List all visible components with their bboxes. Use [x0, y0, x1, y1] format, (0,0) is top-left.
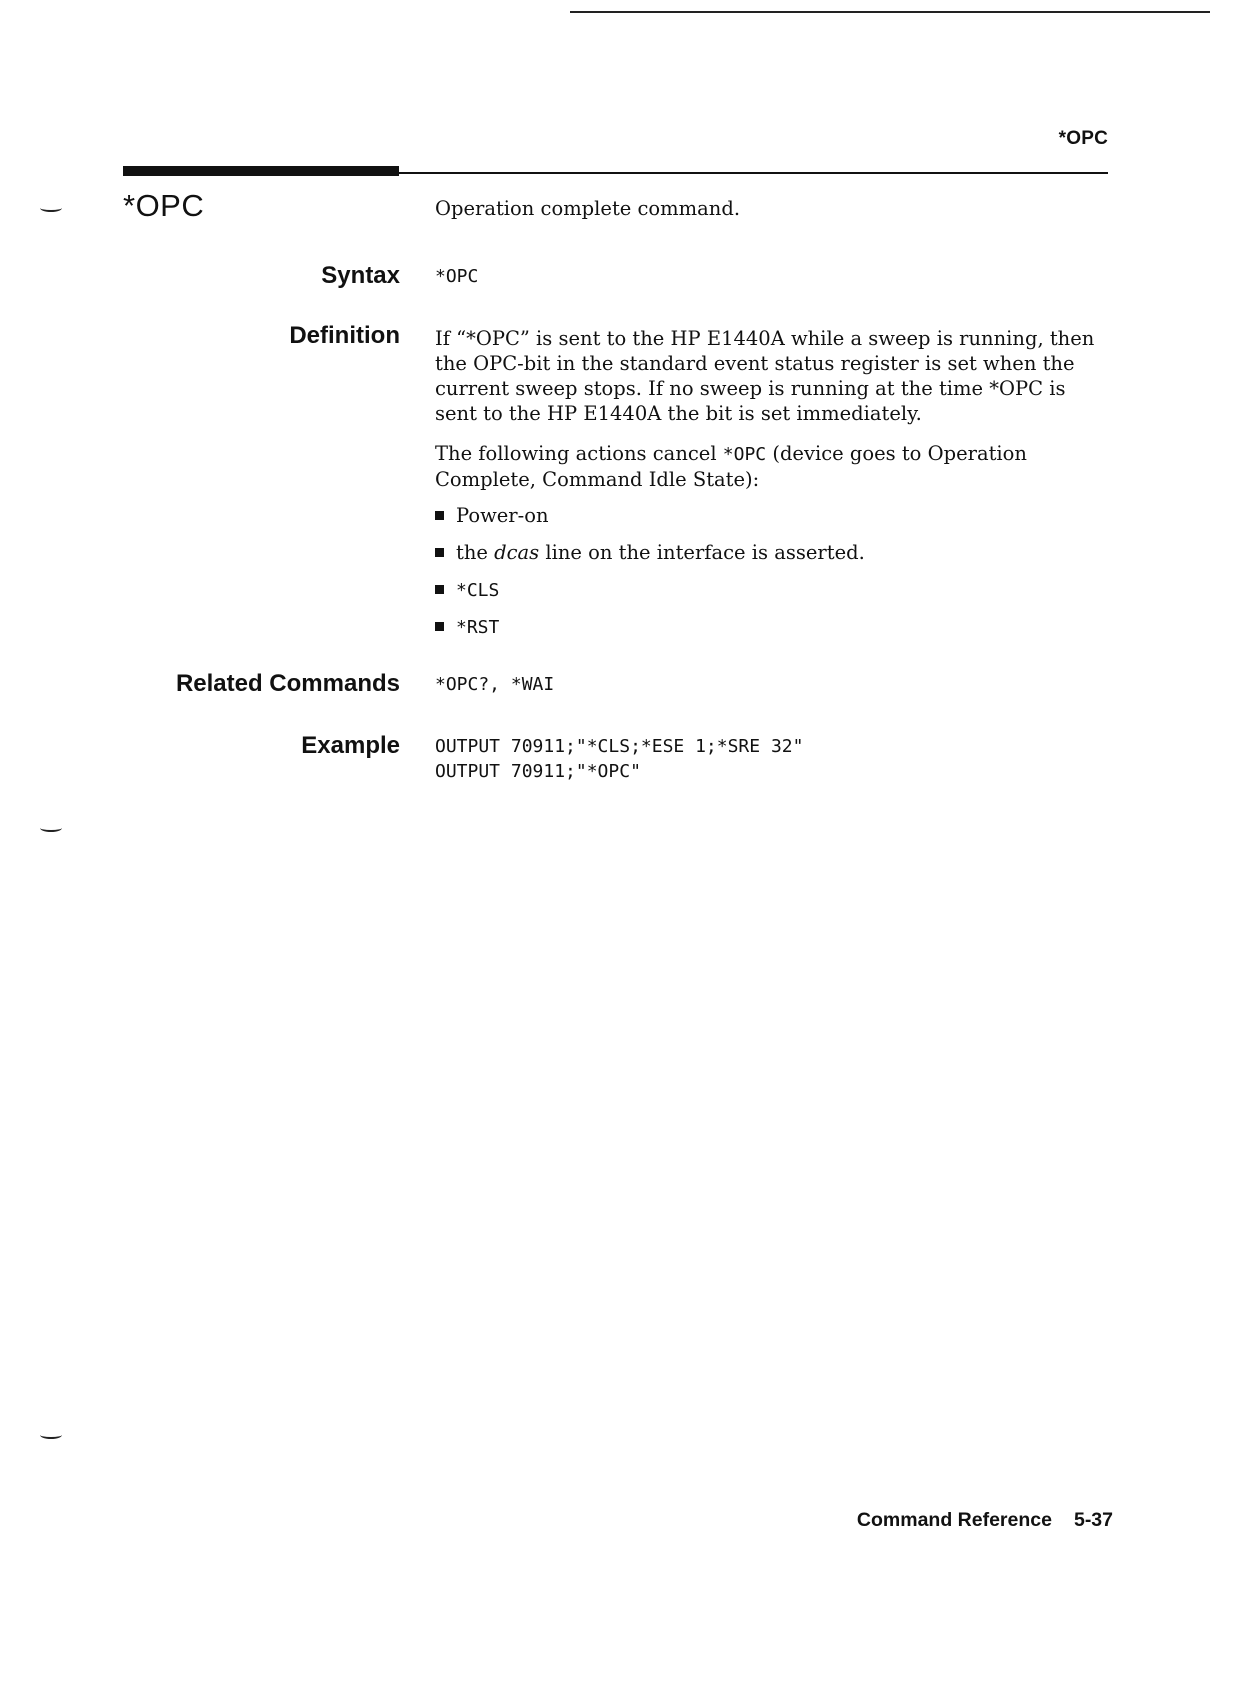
command-summary: Operation complete command.: [435, 197, 741, 220]
bullet-icon: [435, 622, 444, 631]
list-item-text: line on the interface is asserted.: [539, 541, 865, 564]
running-head: *OPC: [1058, 128, 1108, 149]
list-item-code: *RST: [456, 617, 500, 638]
margin-mark: [40, 824, 62, 832]
margin-mark: [40, 204, 62, 212]
example-label: Example: [301, 732, 400, 759]
list-item: [435, 614, 499, 640]
bullet-icon: [435, 585, 444, 594]
paragraph-2-text-end: (device goes to Operation Complete, Command Idle State):: [435, 442, 1027, 491]
related-commands-value: *OPC?, *WAI: [435, 674, 555, 695]
related-commands-label: Related Commands: [175, 670, 400, 697]
bullet-icon: [435, 548, 444, 557]
syntax-value: *OPC: [435, 266, 479, 287]
paragraph-2-text: The following actions cancel: [435, 442, 723, 465]
definition-paragraph-2: [435, 441, 1105, 492]
header-rule: [123, 172, 1108, 174]
example-line-2: OUTPUT 70911;"*OPC": [435, 761, 641, 782]
list-item: [435, 577, 499, 603]
list-item-text: Power-on: [456, 504, 549, 527]
list-item-code: *CLS: [456, 580, 500, 601]
page-footer: [857, 1509, 1113, 1532]
margin-mark: [40, 1431, 62, 1439]
bullet-icon: [435, 511, 444, 520]
header-rule-thick: [123, 166, 399, 176]
list-item: [435, 540, 865, 565]
definition-label: Definition: [289, 322, 400, 349]
list-item: [435, 503, 549, 528]
paragraph-2-code: *OPC: [722, 444, 767, 465]
list-item-text: the: [456, 541, 495, 564]
footer-section: Command Reference: [856, 1509, 1052, 1531]
syntax-label: Syntax: [321, 262, 400, 289]
list-item-emphasis: dcas: [494, 541, 540, 564]
top-scan-rule: [570, 11, 1210, 13]
page-number: 5-37: [1073, 1509, 1113, 1531]
definition-paragraph-1: If “*OPC” is sent to the HP E1440A while a sweep is running, then the OPC-bit in the standard event status register is set when the current sweep stops. If no sweep is running at the time *OPC is sent to the HP E1440A the bit is set immediately.: [435, 327, 1095, 425]
command-title: *OPC: [123, 188, 205, 223]
example-line-1: OUTPUT 70911;"*CLS;*ESE 1;*SRE 32": [435, 736, 804, 757]
